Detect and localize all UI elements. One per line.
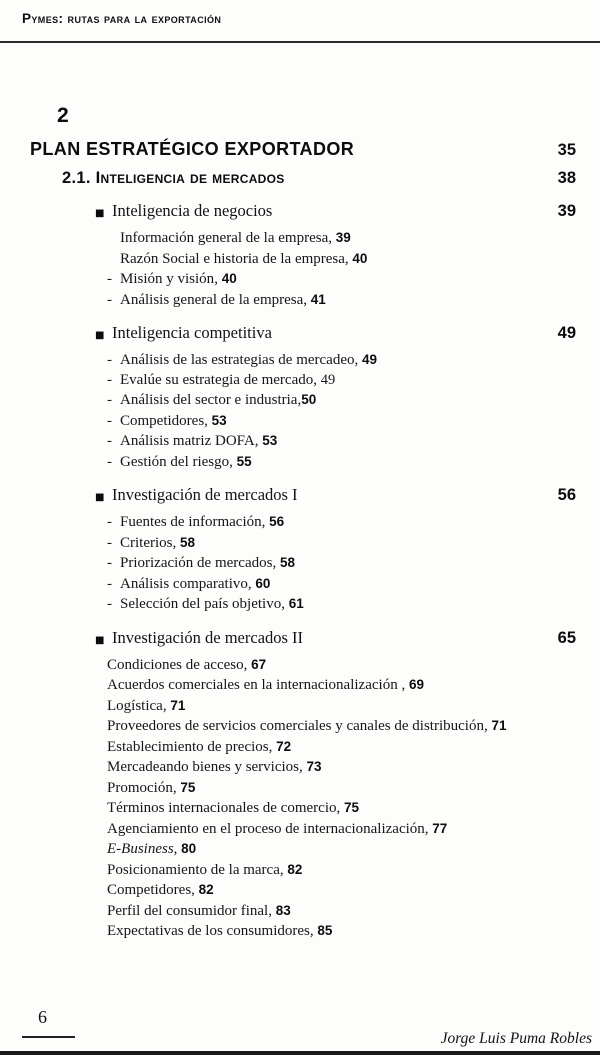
- toc-item-page: 71: [170, 697, 186, 713]
- bullet-square-icon: ■: [95, 208, 105, 219]
- subchapter-title: 2.1. Inteligencia de mercados: [62, 169, 285, 187]
- toc-item: [107, 778, 576, 799]
- toc-item-page: 53: [211, 412, 227, 428]
- toc-item-title: Análisis de las estrategias de mercadeo: [120, 352, 355, 368]
- toc-item-page: 49: [320, 371, 336, 388]
- toc-item-page: 60: [255, 575, 271, 591]
- toc-item-title: Análisis general de la empresa: [120, 291, 304, 308]
- toc-item-page: 58: [279, 555, 295, 570]
- toc-item-page: 67: [251, 656, 267, 672]
- separator: ,: [261, 514, 270, 530]
- dash-marker: -: [107, 514, 112, 530]
- toc-item-page: 72: [276, 738, 292, 754]
- toc-item-page: 85: [317, 923, 333, 938]
- chapter-entry: [30, 139, 576, 160]
- toc-item-title: Priorización de mercados: [120, 555, 273, 571]
- separator: ,: [328, 230, 336, 246]
- folio-page-number: 6: [38, 1007, 47, 1027]
- toc-item-page: 58: [180, 534, 196, 550]
- toc-item-title: Logística: [107, 697, 163, 714]
- toc-item-page: 40: [352, 250, 368, 266]
- toc-item-page: 71: [491, 718, 507, 733]
- separator: ,: [229, 453, 237, 470]
- folio-underline: [22, 1036, 75, 1038]
- toc-item: [107, 553, 576, 574]
- separator: ,: [214, 271, 222, 287]
- chapter-number: 2: [57, 104, 69, 127]
- separator: ,: [303, 291, 311, 308]
- toc-item-page: 56: [269, 514, 285, 529]
- separator: ,: [191, 882, 199, 898]
- toc-item: [107, 594, 576, 615]
- separator: ,: [354, 352, 362, 368]
- toc-item-page: 55: [236, 453, 252, 469]
- toc-item-page: 75: [180, 779, 196, 795]
- toc-section-header: [95, 628, 576, 648]
- chapter-title: PLAN ESTRATÉGICO EXPORTADOR: [30, 139, 355, 159]
- separator: ,: [172, 779, 181, 796]
- toc-section-title: Inteligencia competitiva: [112, 323, 272, 342]
- separator: ,: [272, 555, 280, 571]
- toc-item-title: Fuentes de información: [120, 514, 262, 530]
- separator: ,: [309, 923, 318, 939]
- toc-item-page: 61: [288, 596, 304, 611]
- toc-section-items: [30, 512, 576, 615]
- separator: ,: [254, 433, 263, 449]
- toc-item-title: Competidores: [107, 882, 192, 898]
- toc-item-title: Proveedores de servicios comerciales y canales de distribución: [107, 718, 484, 734]
- toc-item: [107, 431, 576, 452]
- toc-item-title: Perfil del consumidor final: [107, 902, 269, 919]
- separator: ,: [247, 575, 256, 592]
- toc-section-title: Investigación de mercados II: [112, 627, 304, 647]
- toc-item-title: E-Business: [107, 841, 174, 857]
- dash-marker: -: [107, 433, 112, 449]
- separator: ,: [279, 861, 288, 878]
- table-of-contents: [30, 103, 576, 942]
- separator: ,: [243, 656, 252, 673]
- toc-item-title: Análisis del sector e industria: [120, 392, 298, 408]
- separator: ,: [173, 841, 182, 857]
- separator: ,: [172, 534, 180, 551]
- toc-section-page: 56: [557, 486, 576, 504]
- toc-item-page: 49: [362, 352, 378, 367]
- toc-item: [107, 716, 576, 737]
- toc-item: [107, 880, 576, 901]
- toc-item: [107, 839, 576, 860]
- dash-marker: -: [107, 453, 112, 470]
- separator: ,: [424, 820, 433, 837]
- toc-item-title: Criterios: [120, 534, 173, 551]
- dash-marker: -: [107, 575, 112, 592]
- separator: ,: [344, 250, 353, 267]
- toc-item-title: Condiciones de acceso: [107, 656, 244, 673]
- toc-item-page: 75: [344, 800, 360, 815]
- subchapter-page-number: 38: [557, 169, 576, 187]
- toc-item-page: 41: [310, 291, 326, 307]
- bullet-square-icon: ■: [95, 330, 105, 341]
- page-bottom-edge: [0, 1051, 600, 1055]
- toc-item: [107, 675, 576, 696]
- toc-item: [107, 533, 576, 554]
- toc-item: [107, 860, 576, 881]
- dash-marker: -: [107, 596, 112, 612]
- separator: ,: [268, 738, 277, 755]
- toc-item: [107, 757, 576, 778]
- toc-item-title: Mercadeando bienes y servicios: [107, 759, 300, 775]
- toc-item: [107, 696, 576, 717]
- toc-item-page: 69: [408, 677, 424, 692]
- toc-item: [107, 390, 576, 411]
- toc-item: [107, 228, 576, 249]
- header-divider: [0, 41, 600, 43]
- toc-item-page: 50: [301, 392, 317, 407]
- toc-item-title: Razón Social e historia de la empresa: [120, 250, 345, 267]
- toc-section-items: [30, 228, 576, 310]
- dash-marker: -: [107, 271, 112, 287]
- dash-marker: -: [107, 371, 112, 388]
- toc-item-title: Gestión del riesgo: [120, 453, 230, 470]
- toc-item: [107, 512, 576, 533]
- separator: ,: [299, 759, 307, 775]
- toc-section-title: Inteligencia de negocios: [112, 201, 273, 220]
- toc-section-page: 65: [557, 628, 576, 647]
- toc-item: [107, 921, 576, 942]
- separator: ,: [397, 677, 409, 693]
- toc-item-page: 82: [198, 882, 214, 897]
- toc-item-title: Promoción: [107, 779, 173, 796]
- toc-item-title: Misión y visión: [120, 271, 215, 287]
- separator: ,: [162, 697, 171, 714]
- toc-section-items: [30, 655, 576, 942]
- toc-item: [107, 798, 576, 819]
- bullet-square-icon: ■: [95, 634, 105, 646]
- separator: ,: [297, 392, 302, 408]
- toc-item-title: Información general de la empresa: [120, 230, 329, 246]
- dash-marker: -: [107, 534, 112, 551]
- toc-item: [107, 290, 576, 311]
- separator: ,: [268, 902, 276, 919]
- separator: ,: [281, 596, 289, 612]
- author-signature: Jorge Luis Puma Robles: [440, 1030, 592, 1047]
- separator: ,: [313, 371, 321, 388]
- toc-section-header: [95, 485, 576, 505]
- toc-section-header: [95, 201, 576, 221]
- toc-item-page: 80: [181, 841, 197, 856]
- toc-item: [107, 574, 576, 595]
- toc-item-page: 82: [287, 861, 303, 877]
- chapter-page-number: 35: [557, 141, 576, 159]
- toc-item-title: Expectativas de los consumidores: [107, 923, 310, 939]
- toc-item: [107, 655, 576, 676]
- toc-section-page: 39: [557, 202, 576, 220]
- toc-item-page: 40: [221, 271, 237, 286]
- toc-item: [107, 269, 576, 290]
- toc-item-title: Competidores: [120, 412, 205, 429]
- toc-section-header: [95, 323, 576, 343]
- toc-item: [107, 371, 576, 391]
- toc-item-title: Evalúe su estrategia de mercado: [120, 371, 314, 388]
- toc-item: [107, 737, 576, 758]
- dash-marker: -: [107, 412, 112, 429]
- subchapter-entry: [62, 169, 576, 188]
- bullet-square-icon: ■: [95, 492, 105, 503]
- toc-item-title: Establecimiento de precios: [107, 738, 269, 755]
- toc-sections: [30, 201, 576, 942]
- toc-item: [107, 249, 576, 270]
- toc-item-page: 53: [262, 433, 278, 448]
- toc-item-title: Términos internacionales de comercio: [107, 800, 337, 816]
- toc-item-page: 73: [306, 759, 322, 774]
- toc-item-title: Agenciamiento en el proceso de internacionalización: [107, 820, 425, 837]
- toc-item-page: 77: [432, 820, 448, 836]
- dash-marker: -: [107, 352, 112, 368]
- running-header: Pymes: rutas para la exportación: [22, 11, 222, 26]
- toc-item: [107, 819, 576, 840]
- toc-item-title: Selección del país objetivo: [120, 596, 282, 612]
- dash-marker: -: [107, 555, 112, 571]
- toc-item: [107, 452, 576, 473]
- separator: ,: [204, 412, 212, 429]
- toc-section-page: 49: [557, 324, 576, 342]
- toc-item: [107, 350, 576, 371]
- toc-item-title: Análisis matriz DOFA: [120, 433, 255, 449]
- separator: ,: [336, 800, 344, 816]
- dash-marker: -: [107, 392, 112, 408]
- toc-section-items: [30, 350, 576, 472]
- toc-item: [107, 901, 576, 922]
- dash-marker: -: [107, 291, 112, 308]
- toc-section-title: Investigación de mercados I: [112, 485, 298, 504]
- toc-item: [107, 411, 576, 432]
- toc-item-title: Acuerdos comerciales en la internacionalización: [107, 677, 398, 693]
- toc-item-page: 39: [335, 230, 351, 245]
- toc-item-title: Análisis comparativo: [120, 575, 248, 592]
- toc-item-page: 83: [275, 902, 291, 918]
- toc-item-title: Posicionamiento de la marca: [107, 861, 280, 878]
- separator: ,: [483, 718, 492, 734]
